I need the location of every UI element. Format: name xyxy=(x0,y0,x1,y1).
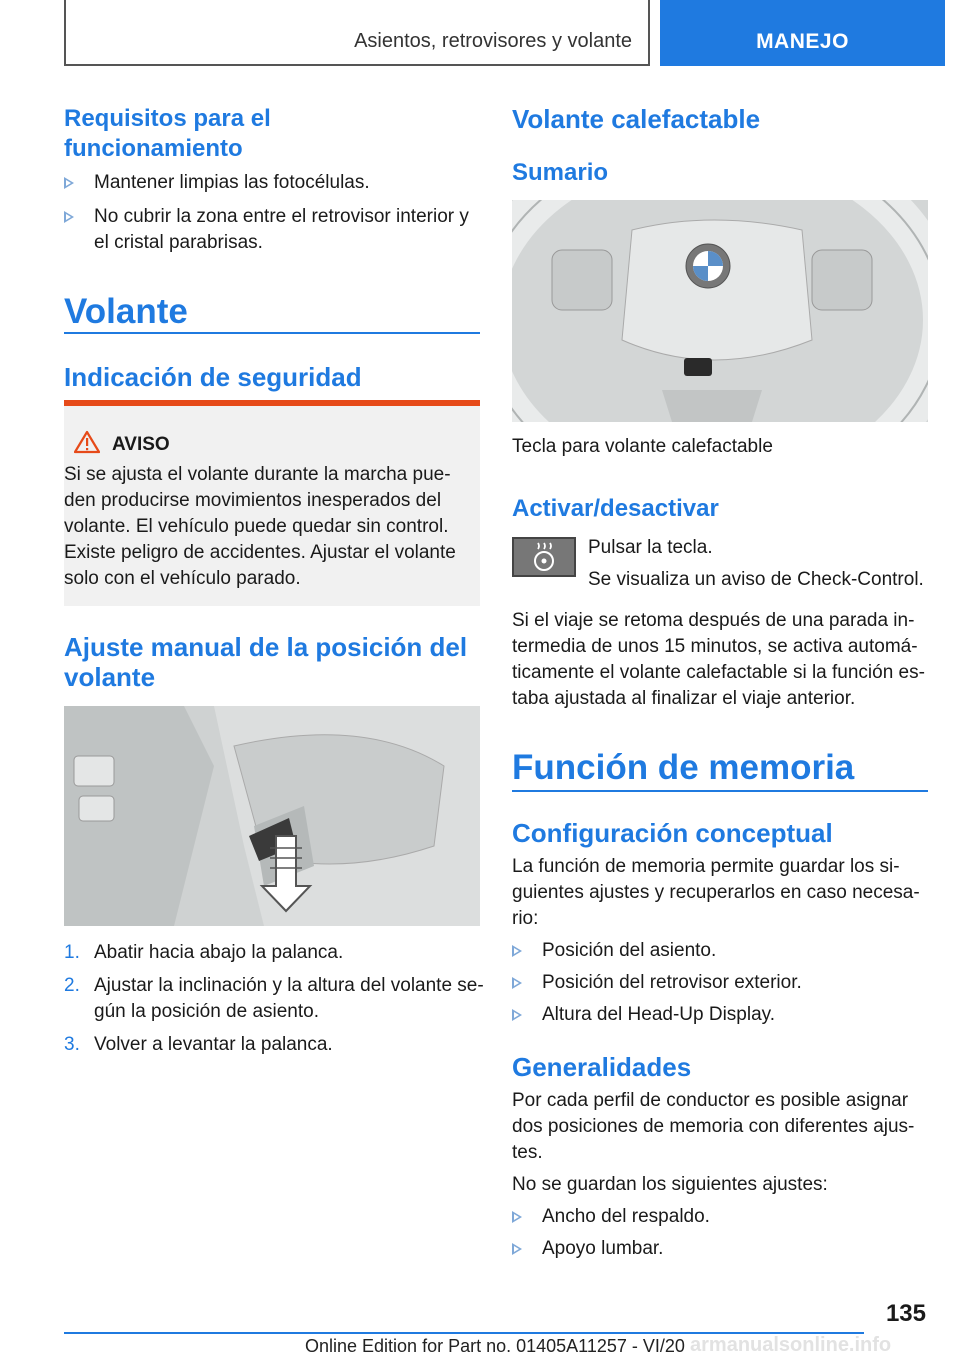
image-caption: Tecla para volante calefactable xyxy=(512,436,773,457)
steering-wheel-illustration xyxy=(512,200,928,422)
warning-title: AVISO xyxy=(112,434,170,455)
header-section-title: Asientos, retrovisores y volante xyxy=(354,30,632,52)
step-text: Volver a levantar la palanca. xyxy=(94,1034,333,1055)
body-line: termedia de unos 15 minutos, se activa automá- xyxy=(512,636,918,657)
warning-box xyxy=(64,400,480,606)
warning-triangle-icon xyxy=(74,430,100,454)
req-title-line1: Requisitos para el xyxy=(64,105,271,132)
section-rule xyxy=(64,332,480,334)
header-box xyxy=(64,0,650,66)
body-line: tes. xyxy=(512,1142,543,1163)
req-title-line2: funcionamiento xyxy=(64,135,243,162)
warning-line: solo con el vehículo parado. xyxy=(64,568,301,589)
subsection-title-ajuste-line1: Ajuste manual de la posición del xyxy=(64,632,468,662)
step-text-continuation: gún la posición de asiento. xyxy=(94,1001,319,1022)
body-line: rio: xyxy=(512,908,539,929)
body-line: Por cada perfil de conductor es posible asignar xyxy=(512,1090,909,1111)
body-line: guientes ajustes y recuperarlos en caso necesa- xyxy=(512,882,920,903)
step-text: Abatir hacia abajo la palanca. xyxy=(94,942,344,963)
activar-line: Pulsar la tecla. xyxy=(588,537,713,558)
list-item-continuation: el cristal parabrisas. xyxy=(94,232,263,253)
bullet-triangle-icon xyxy=(64,177,74,189)
heated-wheel-button-icon xyxy=(512,537,576,577)
heated-steering-wheel-image xyxy=(512,200,928,422)
section-title-volante: Volante xyxy=(64,292,188,331)
steering-column-lever-image xyxy=(64,706,480,926)
subsection-title-sumario: Sumario xyxy=(512,159,609,186)
step-text: Ajustar la inclinación y la altura del volante se- xyxy=(94,975,484,996)
body-line: La función de memoria permite guardar los si- xyxy=(512,856,900,877)
subsection-title-config: Configuración conceptual xyxy=(512,818,833,848)
subsection-title-activar: Activar/desactivar xyxy=(512,495,719,522)
subsection-title-generalidades: Generalidades xyxy=(512,1052,692,1082)
body-line: taba ajustada al finalizar el viaje anterior. xyxy=(512,688,856,709)
bullet-triangle-icon xyxy=(512,1009,522,1021)
warning-line: Existe peligro de accidentes. Ajustar el volante xyxy=(64,542,456,563)
steering-column-illustration xyxy=(64,706,480,926)
warning-line: den producirse movimientos inesperados del xyxy=(64,490,442,511)
subsection-title-seguridad: Indicación de seguridad xyxy=(64,362,362,392)
section-rule xyxy=(512,790,928,792)
bullet-triangle-icon xyxy=(512,977,522,989)
bullet-triangle-icon xyxy=(64,211,74,223)
step-number: 3. xyxy=(64,1034,80,1055)
body-line: Si el viaje se retoma después de una parada in- xyxy=(512,610,915,631)
step-number: 1. xyxy=(64,942,80,963)
header-chapter-tab[interactable]: MANEJO xyxy=(660,0,945,66)
section-title-memoria: Función de memoria xyxy=(512,748,855,787)
section-title-calefactable: Volante calefactable xyxy=(512,104,761,134)
bullet-triangle-icon xyxy=(512,1211,522,1223)
body-line: dos posiciones de memoria con diferentes ajus- xyxy=(512,1116,915,1137)
heated-wheel-symbol xyxy=(514,539,574,575)
step-number: 2. xyxy=(64,975,80,996)
subsection-title-ajuste-line2: volante xyxy=(64,662,156,692)
activar-line: Se visualiza un aviso de Check-Control. xyxy=(588,569,924,590)
warning-line: volante. El vehículo puede quedar sin control. xyxy=(64,516,449,537)
body-line: No se guardan los siguientes ajustes: xyxy=(512,1174,828,1195)
footer-edition: Online Edition for Part no. 01405A11257 - VI/20 xyxy=(305,1336,685,1356)
body-line: ticamente el volante calefactable si la función es- xyxy=(512,662,925,683)
warning-line: Si se ajusta el volante durante la marcha pue- xyxy=(64,464,451,485)
watermark: armanualsonline.info xyxy=(690,1334,892,1356)
bullet-triangle-icon xyxy=(512,945,522,957)
bullet-triangle-icon xyxy=(512,1243,522,1255)
page-number: 135 xyxy=(885,1300,926,1327)
